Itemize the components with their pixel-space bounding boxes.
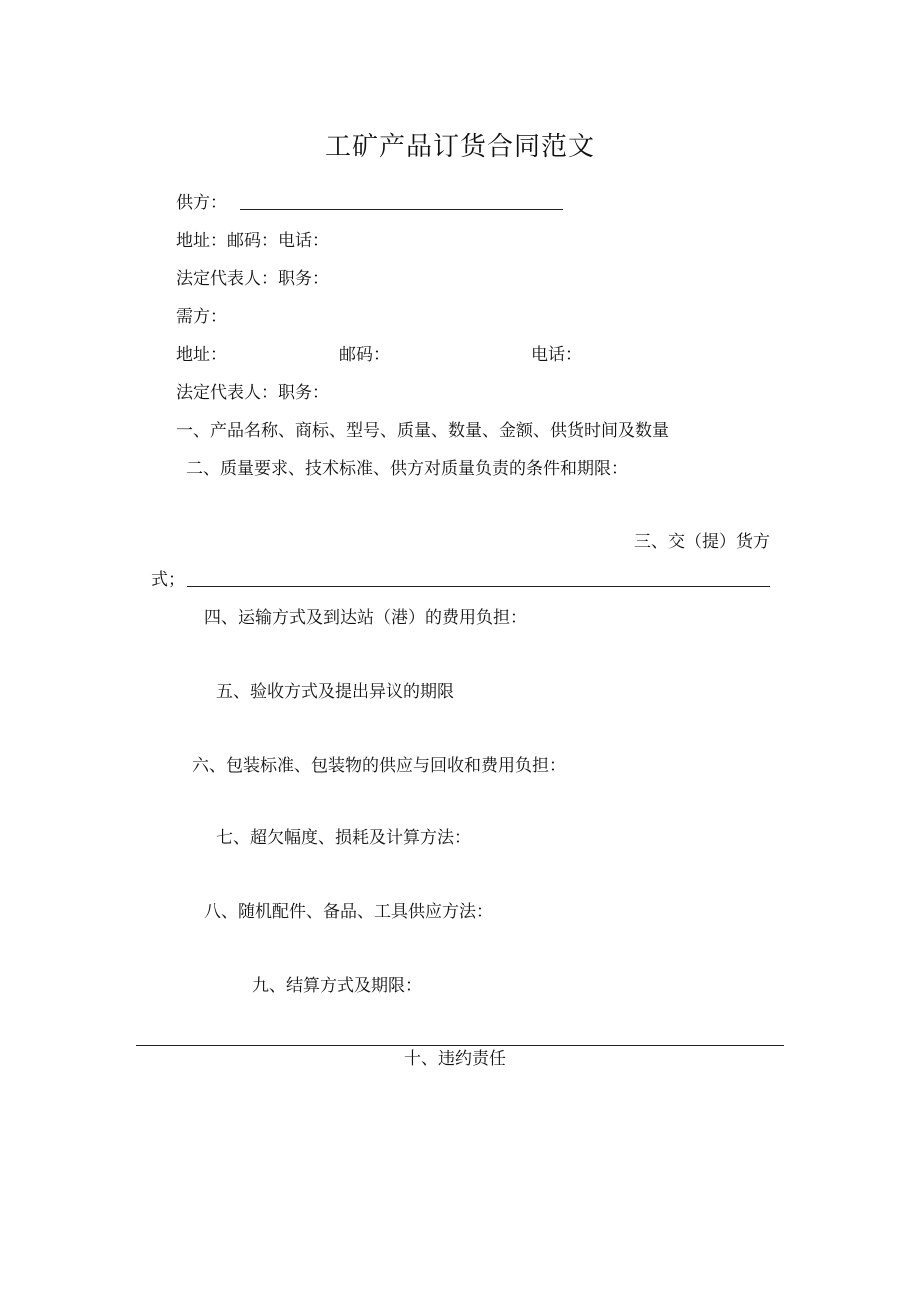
buyer-postcode-label: 邮码： [339,345,390,365]
supplier-rep-line: 法定代表人：职务： [176,269,329,289]
clause-3-part1: 三、交（提）货方 [634,532,770,552]
buyer-label: 需方： [176,307,227,327]
supplier-label: 供方： [176,193,227,213]
clause-1: 一、产品名称、商标、型号、质量、数量、金额、供货时间及数量 [176,421,669,441]
clause-10: 十、违约责任 [404,1049,506,1069]
clause-5: 五、验收方式及提出异议的期限 [216,682,454,702]
clause-3-fill-line [187,586,770,587]
buyer-phone-label: 电话： [531,345,582,365]
clause-3-part2: 式； [151,570,185,590]
document-title: 工矿产品订货合同范文 [324,132,595,162]
clause-9-fill-line [136,1045,784,1046]
clause-7: 七、超欠幅度、损耗及计算方法： [216,828,471,848]
clause-9: 九、结算方式及期限： [252,976,422,996]
clause-8: 八、随机配件、备品、工具供应方法： [204,902,493,922]
clause-4: 四、运输方式及到达站（港）的费用负担： [204,608,527,628]
clause-6: 六、包装标准、包装物的供应与回收和费用负担： [192,756,566,776]
clause-2: 二、质量要求、技术标准、供方对质量负责的条件和期限： [186,459,628,479]
supplier-fill-line [240,209,563,210]
buyer-rep-line: 法定代表人：职务： [176,383,329,403]
buyer-address-label: 地址： [176,345,227,365]
supplier-address-line: 地址：邮码：电话： [176,231,329,251]
